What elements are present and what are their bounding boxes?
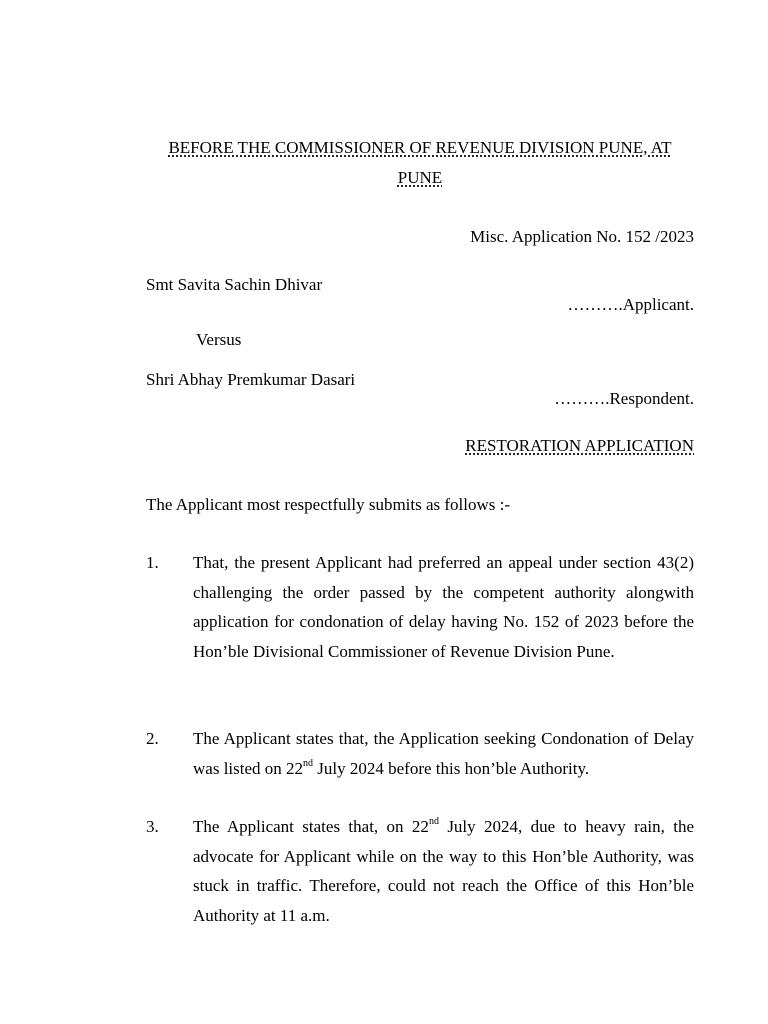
versus-label: Versus bbox=[196, 330, 242, 349]
applicant-role: ……….Applicant. bbox=[567, 295, 694, 314]
case-number: Misc. Application No. 152 /2023 bbox=[470, 227, 694, 246]
ordinal-suffix: nd bbox=[303, 757, 314, 769]
paragraph-text: The Applicant states that, the Application seeking Condonation of Delay was listed on 22nd July 2024 before this hon’ble Authority. bbox=[193, 729, 694, 778]
court-heading-line1: BEFORE THE COMMISSIONER OF REVENUE DIVISION PUNE, AT bbox=[168, 138, 672, 157]
respondent-name: Shri Abhay Premkumar Dasari bbox=[146, 370, 356, 389]
court-heading-line2: PUNE bbox=[397, 168, 443, 187]
court-heading bbox=[146, 133, 694, 193]
paragraph-text: The Applicant states that, on 22nd July 2024, due to heavy rain, the advocate for Applicant while on the way to this Hon’ble Authority, was stuck in traffic. Therefore, could not reach the Office of this Hon’ble Authority at 11 a.m. bbox=[193, 816, 694, 925]
respondent-role: ……….Respondent. bbox=[554, 389, 694, 408]
intro-text: The Applicant most respectfully submits as follows :- bbox=[146, 495, 511, 514]
paragraph-text: That, the present Applicant had preferred an appeal under section 43(2) challenging the order passed by the competent authority alongwith application for condonation of delay having No. 152 of 2023 before the Hon’ble Divisional Commissioner of Revenue Division Pune. bbox=[193, 553, 694, 661]
applicant-name: Smt Savita Sachin Dhivar bbox=[146, 275, 323, 294]
paragraph-number: 2. bbox=[146, 729, 159, 748]
paragraph-number: 3. bbox=[146, 817, 159, 836]
application-title: RESTORATION APPLICATION bbox=[465, 436, 694, 455]
ordinal-suffix: nd bbox=[428, 816, 439, 828]
paragraph-number: 1. bbox=[146, 553, 159, 572]
